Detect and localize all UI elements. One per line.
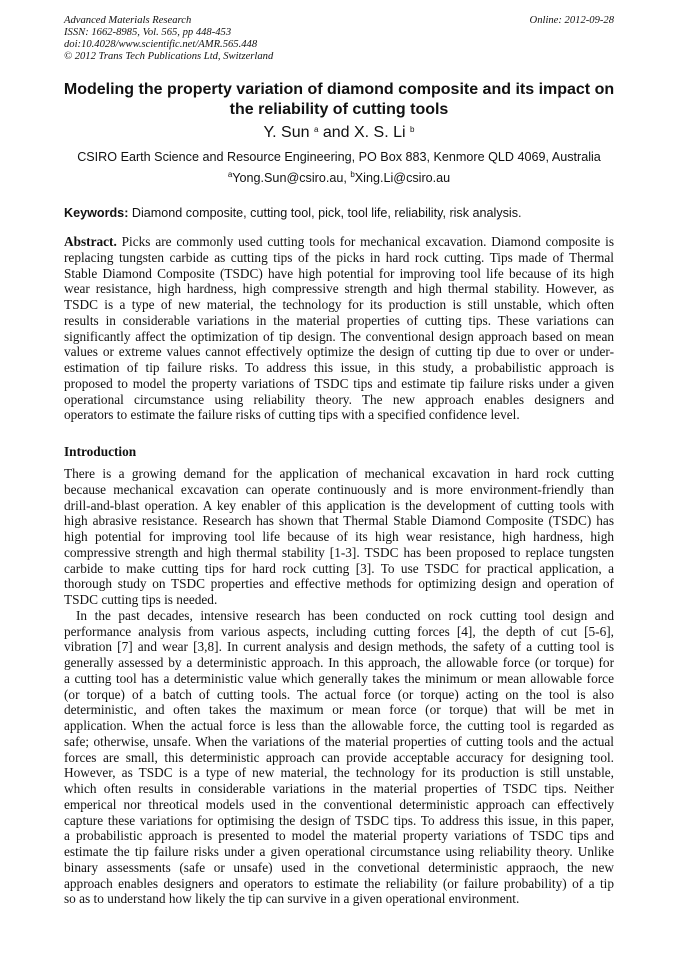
copyright: © 2012 Trans Tech Publications Ltd, Switzerland: [64, 51, 274, 62]
doi: doi:10.4028/www.scientific.net/AMR.565.448: [64, 39, 258, 50]
text-line: generally assessed by a deterministic approach. In this approach, the allowable force (or torque) for: [64, 655, 614, 670]
keywords-label: Keywords:: [64, 206, 129, 220]
text-line: TSDC is a type of new material, the technology for its production is still unstable, which often: [64, 297, 614, 312]
text-line: wear resistance, high hardness, high compressive strength and high thermal stability. However, as: [64, 281, 614, 297]
text-line: proposed to model the property variations of TSDC tips and estimate tip failure risks under a given: [64, 375, 614, 391]
author-2: and X. S. Li: [322, 124, 406, 141]
email-2-mark: b: [350, 170, 355, 179]
online-date: Online: 2012-09-28: [529, 15, 614, 26]
text-line: safe; otherwise, unsafe. When the variations of the material properties of cutting tools and the actual: [64, 733, 614, 749]
author-1-mark: a: [313, 125, 319, 134]
email-1-mark: a: [227, 170, 233, 179]
text-line: drill-and-blast operation. A key enabler of this application is the development of cutting tools with: [64, 497, 614, 513]
text-line: values or extreme values cannot effectively optimize the design of cutting tip due to over or under-: [64, 344, 614, 360]
paper-title: [40, 80, 638, 120]
abstract: [64, 234, 614, 423]
text-line: binary assessments (safe or unsafe) used in the convetional deterministic appraoch, the new: [64, 859, 614, 875]
text-line: In the past decades, intensive research has been conducted on rock cutting tool design and: [76, 607, 614, 623]
abstract-label: Abstract.: [64, 234, 117, 249]
introduction-body: [64, 466, 614, 907]
abstract-first-text: Picks are commonly used cutting tools for mechanical excavation. Diamond composite is: [121, 234, 614, 249]
title-line: Modeling the property variation of diamond composite and its impact on: [63, 81, 615, 98]
text-line: performance analysis from various aspects, including cutting forces [4], the depth of cut [5-6],: [64, 623, 614, 639]
affiliation: CSIRO Earth Science and Resource Engineering, PO Box 883, Kenmore QLD 4069, Australia: [77, 150, 601, 164]
text-line: TSDC cutting tips is needed.: [64, 592, 218, 607]
text-line: estimation of tip failure risks. To address this issue, in this study, a probabilistic approach is: [64, 360, 614, 375]
paragraph-1: [64, 466, 614, 608]
text-line: (or torque) of a batch of cutting tools. The actual force (or torque) acting on the tool is also: [64, 686, 614, 702]
paragraph-2: [64, 608, 614, 907]
text-line: estimate the tip failure risks under a given operational circumstance using reliability theory. Unlike: [64, 844, 614, 859]
text-line: carbide to make cutting tips for hard rock cutting [3]. To use TSDC for practical application, a: [64, 560, 614, 576]
text-line: deterministic, and often takes the maximum or mean force (or torque) that will be met in: [64, 702, 614, 718]
text-line: operators to estimate the failure risks of cutting tips with a specified confidence level.: [64, 407, 520, 423]
section-heading-introduction: Introduction: [64, 444, 137, 459]
email-1[interactable]: Yong.Sun@csiro.au,: [232, 171, 347, 185]
text-line: which often results in considerable variations in the material properties of TSDC tips. Neither: [64, 781, 614, 796]
abstract-line: [64, 234, 614, 250]
text-line: a cutting tool has a deterministic value which generally takes the minimum or mean allowable force: [64, 670, 614, 686]
text-line: application. When the actual force is less than the allowable force, the cutting tool is regarded as: [64, 718, 614, 733]
text-line: compressive strength and high thermal stability [1-3]. TSDC has been proposed to replace tungsten: [64, 544, 614, 560]
text-line: high potential for improving tool life because of its high wear resistance, high hardness, high: [64, 529, 614, 544]
text-line: a probabilistic approach is presented to model the material property variations of TSDC tips and: [64, 828, 614, 844]
journal-header: [64, 15, 273, 63]
text-line: high abrasive resistance. Research has shown that Thermal Stable Diamond Composite (TSDC) has: [64, 513, 614, 529]
text-line: operational circumstance using reliability theory. The new approach enables designers and: [64, 391, 614, 407]
keywords: [64, 206, 522, 221]
author-1: Y. Sun: [263, 124, 310, 141]
keywords-text: Diamond composite, cutting tool, pick, tool life, reliability, risk analysis.: [131, 206, 522, 220]
text-line: results in considerable variations in the material properties of cutting tips. These variations can: [64, 312, 614, 328]
text-line: capture these variations for optimising the design of TSDC tips. To address this issue, in this paper,: [64, 812, 614, 828]
text-line: thorough study on TSDC properties and effective methods for optimizing design and operation of: [64, 576, 614, 592]
issn: ISSN: 1662-8985, Vol. 565, pp 448-453: [64, 27, 232, 38]
text-line: However, as TSDC is a type of new material, the technology for its production is still unstable,: [64, 765, 614, 781]
text-line: Stable Diamond Composite (TSDC) have high potential for improving tool life because of its high: [64, 265, 614, 281]
text-line: emperical nor threotical models used in the conventional deterministic approach can effectively: [64, 796, 614, 812]
email-2[interactable]: Xing.Li@csiro.au: [354, 171, 451, 185]
text-line: forces are small, this deterministic approach can provide acceptable accuracy for designing tool.: [64, 749, 614, 765]
emails: [0, 171, 678, 186]
text-line: because mechanical excavation can operate continuously and is more environment-friendly than: [64, 481, 614, 497]
authors: [0, 124, 678, 142]
journal-name: Advanced Materials Research: [64, 15, 192, 26]
text-line: significantly affect the optimization of tip design. The conventional design approach based on mean: [64, 328, 614, 344]
text-line: There is a growing demand for the application of mechanical excavation in hard rock cutting: [64, 466, 614, 481]
text-line: so as to understand how likely the tip can survive in a given operational environment.: [64, 891, 520, 907]
title-line: the reliability of cutting tools: [229, 101, 449, 118]
text-line: vibration [7] and wear [3,8]. In current analysis and design methods, the safety of a cutting tool is: [64, 639, 614, 655]
text-line: replacing tungsten carbide as cutting tips of the picks in hard rock cutting. Tips made of Thermal: [64, 249, 614, 265]
author-2-mark: b: [410, 125, 415, 134]
text-line: approach enables designers and operators to estimate the reliability (or failure probability) of a tip: [64, 875, 614, 891]
